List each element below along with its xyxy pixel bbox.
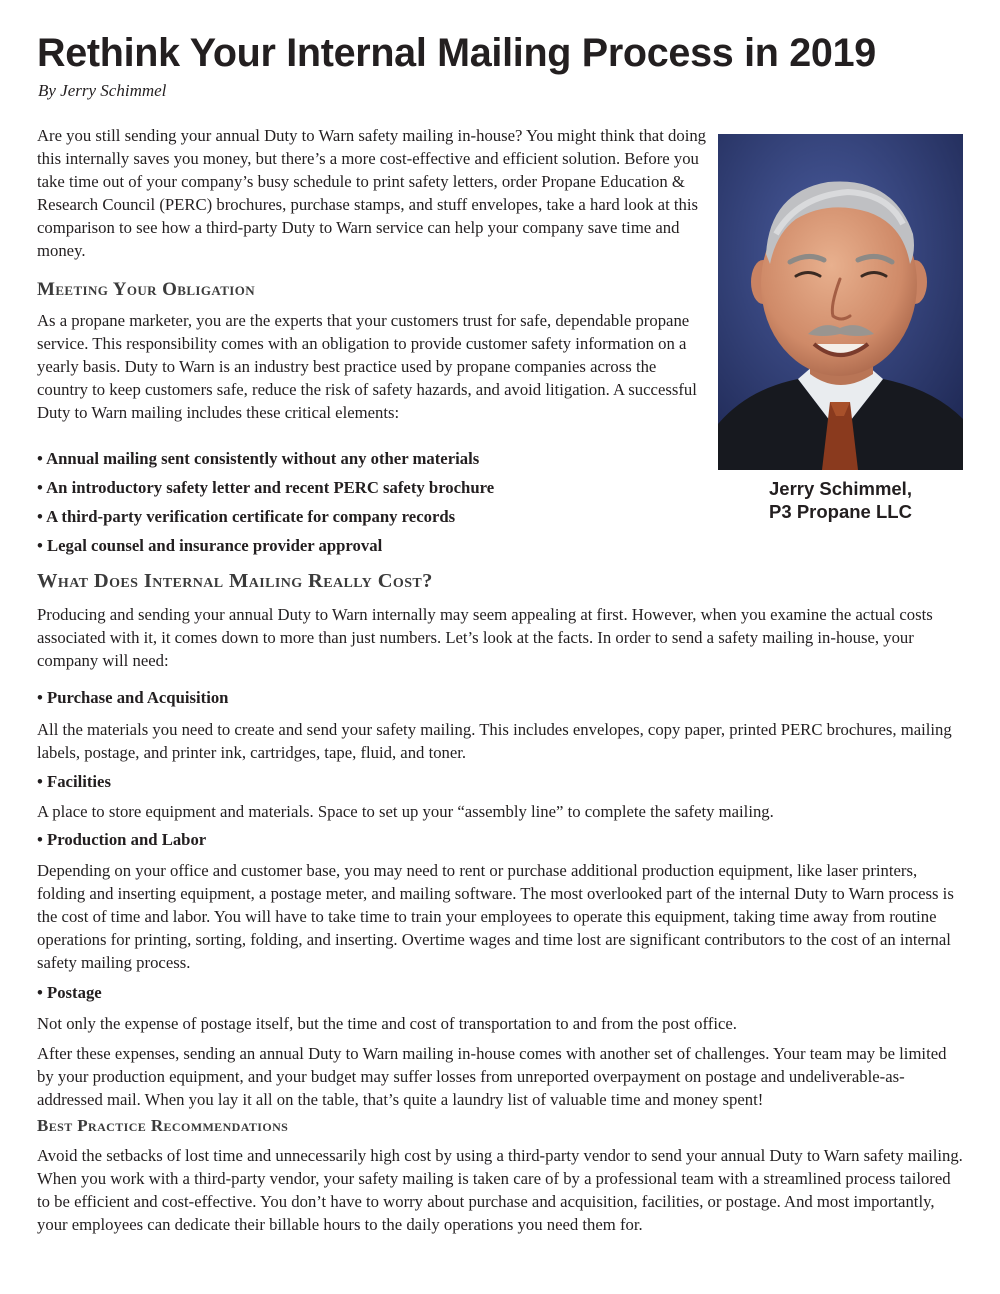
facilities-paragraph: A place to store equipment and materials. Space to set up your “assembly line” to complete the safety mailing. <box>37 802 774 821</box>
summary-paragraph: After these expenses, sending an annual Duty to Warn mailing in-house comes with another set of challenges. Your team may be limited by your production equipment, and your budget may suffer losses from unreported overpayment on postage and undeliverable-as-addressed mail. When you lay it all on the table, that’s quite a laundry list of valuable time and money spent! <box>37 1044 947 1109</box>
list-item: • A third-party verification certificate for company records <box>37 507 456 526</box>
subheading-postage: • Postage <box>37 983 102 1002</box>
article-title: Rethink Your Internal Mailing Process in 2019 <box>37 31 876 75</box>
obligation-paragraph: As a propane marketer, you are the experts that your customers trust for safe, dependable propane service. This responsibility comes with an obligation to provide customer safety information on a yearly basis. Duty to Warn is an industry best practice used by propane companies across the country to keep customers safe, reduce the risk of safety hazards, and avoid litigation. A successful Duty to Warn mailing includes these critical elements: <box>37 311 697 422</box>
production-paragraph: Depending on your office and customer base, you may need to rent or purchase additional production equipment, like laser printers, folding and inserting equipment, a postage meter, and mailing software. The most overlooked part of the internal Duty to Warn process is the cost of time and labor. You will have to take time to train your employees to operate this equipment, taking time away from routine operations for printing, sorting, folding, and inserting. Overtime wages and time lost are significant contributors to the cost of an internal safety mailing process. <box>37 861 954 972</box>
cost-intro-paragraph: Producing and sending your annual Duty to Warn internally may seem appealing at first. However, when you examine the actual costs associated with it, it comes down to more than just numbers. Let’s look at the facts. In order to send a safety mailing in-house, your company will need: <box>37 605 933 670</box>
caption-name: Jerry Schimmel, <box>769 478 912 499</box>
heading-internal-cost: What Does Internal Mailing Really Cost? <box>37 570 433 592</box>
photo-caption <box>718 477 963 523</box>
list-item: • Legal counsel and insurance provider approval <box>37 536 383 555</box>
list-item: • Annual mailing sent consistently without any other materials <box>37 449 480 468</box>
subheading-production: • Production and Labor <box>37 830 207 849</box>
caption-company: P3 Propane LLC <box>769 501 912 522</box>
purchase-paragraph: All the materials you need to create and send your safety mailing. This includes envelopes, copy paper, printed PERC brochures, mailing labels, postage, and printer ink, cartridges, tape, fluid, and toner. <box>37 720 952 762</box>
subheading-facilities: • Facilities <box>37 772 111 791</box>
heading-meeting-obligation: Meeting Your Obligation <box>37 279 256 300</box>
critical-elements-list <box>37 444 707 560</box>
best-practice-paragraph: Avoid the setbacks of lost time and unnecessarily high cost by using a third-party vendor to send your annual Duty to Warn safety mailing. When you work with a third-party vendor, your safety mailing is taken care of by a professional team with a streamlined process tailored to be efficient and cost-effective. You don’t have to worry about purchase and acquisition, facilities, or postage. And most importantly, your employees can dedicate their billable hours to the daily operations you need them for. <box>37 1146 963 1234</box>
list-item: • An introductory safety letter and recent PERC safety brochure <box>37 478 495 497</box>
subheading-purchase: • Purchase and Acquisition <box>37 688 229 707</box>
postage-paragraph: Not only the expense of postage itself, but the time and cost of transportation to and from the post office. <box>37 1014 737 1033</box>
intro-paragraph: Are you still sending your annual Duty to Warn safety mailing in-house? You might think that doing this internally saves you money, but there’s a more cost-effective and efficient solution. Before you take time out of your company’s busy schedule to print safety letters, order Propane Education & Research Council (PERC) brochures, purchase stamps, and stuff envelopes, take a hard look at this comparison to see how a third-party Duty to Warn service can help your company save time and money. <box>37 126 707 260</box>
article-byline: By Jerry Schimmel <box>38 81 167 100</box>
author-photo <box>718 134 963 470</box>
author-portrait-illustration <box>718 134 963 470</box>
heading-best-practice: Best Practice Recommendations <box>37 1116 289 1135</box>
